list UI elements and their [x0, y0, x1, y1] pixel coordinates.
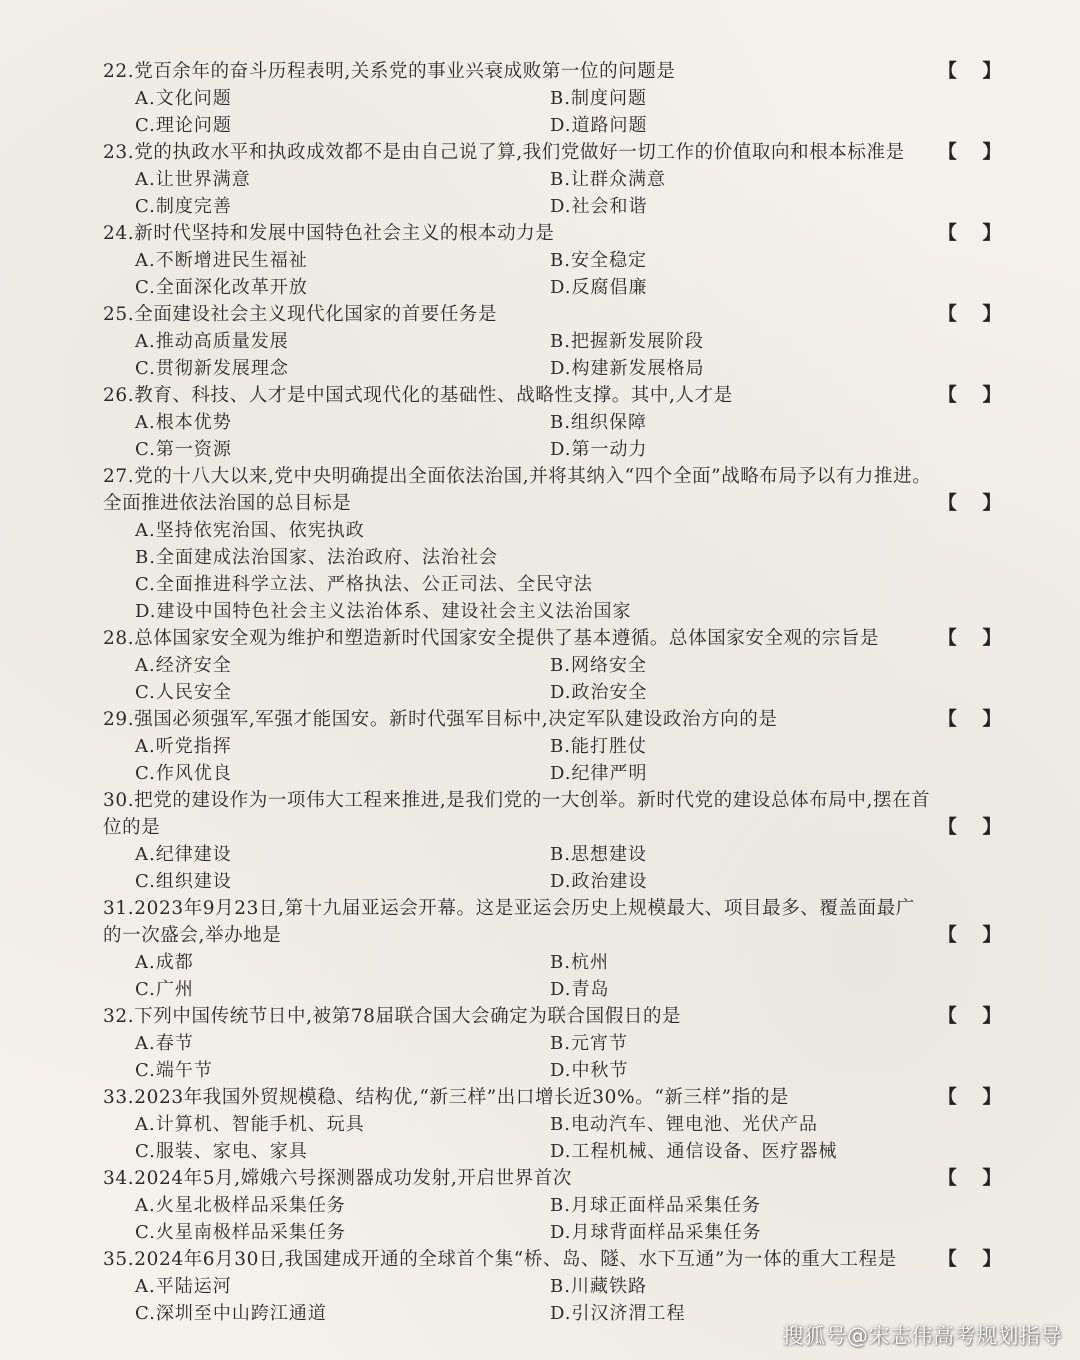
question-stem [103, 220, 1003, 247]
question-stem [103, 787, 1003, 841]
answer-option: C.作风优良 [135, 763, 232, 784]
answer-option: B.全面建成法治国家、法治政府、法治社会 [135, 547, 498, 568]
question-stem [103, 625, 1003, 652]
answer-option: A.不断增进民生福祉 [135, 250, 308, 271]
answer-option: B.网络安全 [550, 655, 647, 676]
answer-bracket: 【 】 [938, 628, 1001, 649]
answer-bracket: 【 】 [938, 61, 1001, 82]
question-stem [103, 1246, 1003, 1273]
question-stem [103, 382, 1003, 409]
answer-option: C.第一资源 [135, 439, 232, 460]
answer-option: C.端午节 [135, 1060, 213, 1081]
answer-option: D.引汉济渭工程 [550, 1303, 686, 1324]
answer-option: B.让群众满意 [550, 169, 666, 190]
question-block [103, 1165, 1003, 1246]
answer-option: B.杭州 [550, 952, 609, 973]
question-text: 34.2024年5月,嫦娥六号探测器成功发射,开启世界首次 [103, 1168, 572, 1189]
answer-option: A.计算机、智能手机、玩具 [135, 1114, 365, 1135]
option-list [103, 85, 1003, 139]
answer-option: A.根本优势 [135, 412, 232, 433]
question-block [103, 1246, 1003, 1327]
answer-option: C.全面深化改革开放 [135, 277, 308, 298]
answer-option: B.组织保障 [550, 412, 647, 433]
question-stem [103, 139, 1003, 166]
answer-option: D.第一动力 [550, 439, 648, 460]
question-text: 32.下列中国传统节日中,被第78届联合国大会确定为联合国假日的是 [103, 1006, 682, 1027]
answer-option: A.成都 [135, 952, 194, 973]
answer-bracket: 【 】 [938, 223, 1001, 244]
answer-option: C.贯彻新发展理念 [135, 358, 289, 379]
answer-option: B.制度问题 [550, 88, 647, 109]
question-stem [103, 463, 1003, 517]
question-block [103, 58, 1003, 139]
question-text: 28.总体国家安全观为维护和塑造新时代国家安全提供了基本遵循。总体国家安全观的宗旨是 [103, 628, 880, 649]
answer-bracket: 【 】 [938, 142, 1001, 163]
answer-option: C.深圳至中山跨江通道 [135, 1303, 327, 1324]
answer-option: D.青岛 [550, 979, 610, 1000]
answer-bracket: 【 】 [938, 1249, 1001, 1270]
answer-option: B.能打胜仗 [550, 736, 647, 757]
question-text: 27.党的十八大以来,党中央明确提出全面依法治国,并将其纳入“四个全面”战略布局予以有力推进。全面推进依法治国的总目标是 [103, 466, 932, 514]
answer-option: C.理论问题 [135, 115, 232, 136]
answer-option: A.坚持依宪治国、依宪执政 [135, 520, 365, 541]
question-text: 24.新时代坚持和发展中国特色社会主义的根本动力是 [103, 223, 555, 244]
answer-option: B.安全稳定 [550, 250, 647, 271]
watermark: 搜狐号@宋志伟高考规划指导 [782, 1324, 1062, 1348]
question-block [103, 787, 1003, 895]
answer-option: C.火星南极样品采集任务 [135, 1222, 346, 1243]
question-block [103, 463, 1003, 625]
question-text: 33.2023年我国外贸规模稳、结构优,“新三样”出口增长近30%。“新三样”指的是 [103, 1087, 790, 1108]
answer-option: A.推动高质量发展 [135, 331, 289, 352]
answer-option: D.道路问题 [550, 115, 648, 136]
answer-option: C.服装、家电、家具 [135, 1141, 308, 1162]
answer-option: A.火星北极样品采集任务 [135, 1195, 346, 1216]
answer-option: A.让世界满意 [135, 169, 251, 190]
answer-option: C.人民安全 [135, 682, 232, 703]
answer-option: D.构建新发展格局 [550, 358, 705, 379]
answer-option: A.文化问题 [135, 88, 232, 109]
question-stem [103, 706, 1003, 733]
option-list [103, 1111, 1003, 1165]
question-block [103, 1003, 1003, 1084]
answer-option: D.中秋节 [550, 1060, 629, 1081]
question-block [103, 139, 1003, 220]
answer-bracket: 【 】 [938, 925, 1001, 946]
question-list [103, 58, 1003, 1327]
answer-option: A.经济安全 [135, 655, 232, 676]
question-block [103, 706, 1003, 787]
option-list [103, 409, 1003, 463]
answer-bracket: 【 】 [938, 1006, 1001, 1027]
question-stem [103, 1165, 1003, 1192]
answer-bracket: 【 】 [938, 385, 1001, 406]
option-list [103, 1192, 1003, 1246]
question-text: 25.全面建设社会主义现代化国家的首要任务是 [103, 304, 498, 325]
option-list [103, 166, 1003, 220]
answer-option: B.元宵节 [550, 1033, 628, 1054]
answer-option: A.平陆运河 [135, 1276, 232, 1297]
question-block [103, 382, 1003, 463]
option-list [103, 1030, 1003, 1084]
question-text: 22.党百余年的奋斗历程表明,关系党的事业兴衰成败第一位的问题是 [103, 61, 676, 82]
answer-option: D.社会和谐 [550, 196, 648, 217]
question-stem [103, 1003, 1003, 1030]
answer-option: B.把握新发展阶段 [550, 331, 704, 352]
answer-option: B.月球正面样品采集任务 [550, 1195, 761, 1216]
answer-option: D.工程机械、通信设备、医疗器械 [550, 1141, 838, 1162]
option-list [103, 247, 1003, 301]
option-list [103, 1273, 1003, 1327]
answer-bracket: 【 】 [938, 304, 1001, 325]
answer-bracket: 【 】 [938, 1168, 1001, 1189]
question-stem [103, 895, 1003, 949]
question-text: 26.教育、科技、人才是中国式现代化的基础性、战略性支撑。其中,人才是 [103, 385, 733, 406]
option-list [103, 652, 1003, 706]
answer-bracket: 【 】 [938, 817, 1001, 838]
option-list [103, 949, 1003, 1003]
answer-option: B.思想建设 [550, 844, 647, 865]
question-text: 23.党的执政水平和执政成效都不是由自己说了算,我们党做好一切工作的价值取向和根本标准是 [103, 142, 905, 163]
answer-option: D.反腐倡廉 [550, 277, 648, 298]
answer-option: D.政治建设 [550, 871, 648, 892]
answer-option: D.政治安全 [550, 682, 648, 703]
option-list [103, 328, 1003, 382]
answer-option: C.全面推进科学立法、严格执法、公正司法、全民守法 [135, 574, 593, 595]
question-block [103, 625, 1003, 706]
question-stem [103, 301, 1003, 328]
question-block [103, 895, 1003, 1003]
answer-option: D.纪律严明 [550, 763, 648, 784]
question-text: 31.2023年9月23日,第十九届亚运会开幕。这是亚运会历史上规模最大、项目最多、覆盖面最广的一次盛会,举办地是 [103, 898, 915, 946]
answer-option: A.春节 [135, 1033, 194, 1054]
answer-option: C.组织建设 [135, 871, 232, 892]
answer-bracket: 【 】 [938, 709, 1001, 730]
question-block [103, 1084, 1003, 1165]
question-stem [103, 1084, 1003, 1111]
answer-bracket: 【 】 [938, 1087, 1001, 1108]
option-list [103, 517, 1003, 625]
option-list [103, 733, 1003, 787]
question-stem [103, 58, 1003, 85]
question-block [103, 220, 1003, 301]
answer-option: B.川藏铁路 [550, 1276, 647, 1297]
answer-option: B.电动汽车、锂电池、光伏产品 [550, 1114, 818, 1135]
option-list [103, 841, 1003, 895]
answer-option: D.建设中国特色社会主义法治体系、建设社会主义法治国家 [135, 601, 632, 622]
question-block [103, 301, 1003, 382]
question-text: 30.把党的建设作为一项伟大工程来推进,是我们党的一大创举。新时代党的建设总体布局中,摆在首位的是 [103, 790, 931, 838]
question-text: 29.强国必须强军,军强才能国安。新时代强军目标中,决定军队建设政治方向的是 [103, 709, 778, 730]
question-text: 35.2024年6月30日,我国建成开通的全球首个集“桥、岛、隧、水下互通”为一体的重大工程是 [103, 1249, 897, 1270]
answer-option: D.月球背面样品采集任务 [550, 1222, 762, 1243]
answer-option: A.纪律建设 [135, 844, 232, 865]
answer-option: C.广州 [135, 979, 194, 1000]
answer-option: C.制度完善 [135, 196, 232, 217]
answer-option: A.听党指挥 [135, 736, 232, 757]
answer-bracket: 【 】 [938, 493, 1001, 514]
